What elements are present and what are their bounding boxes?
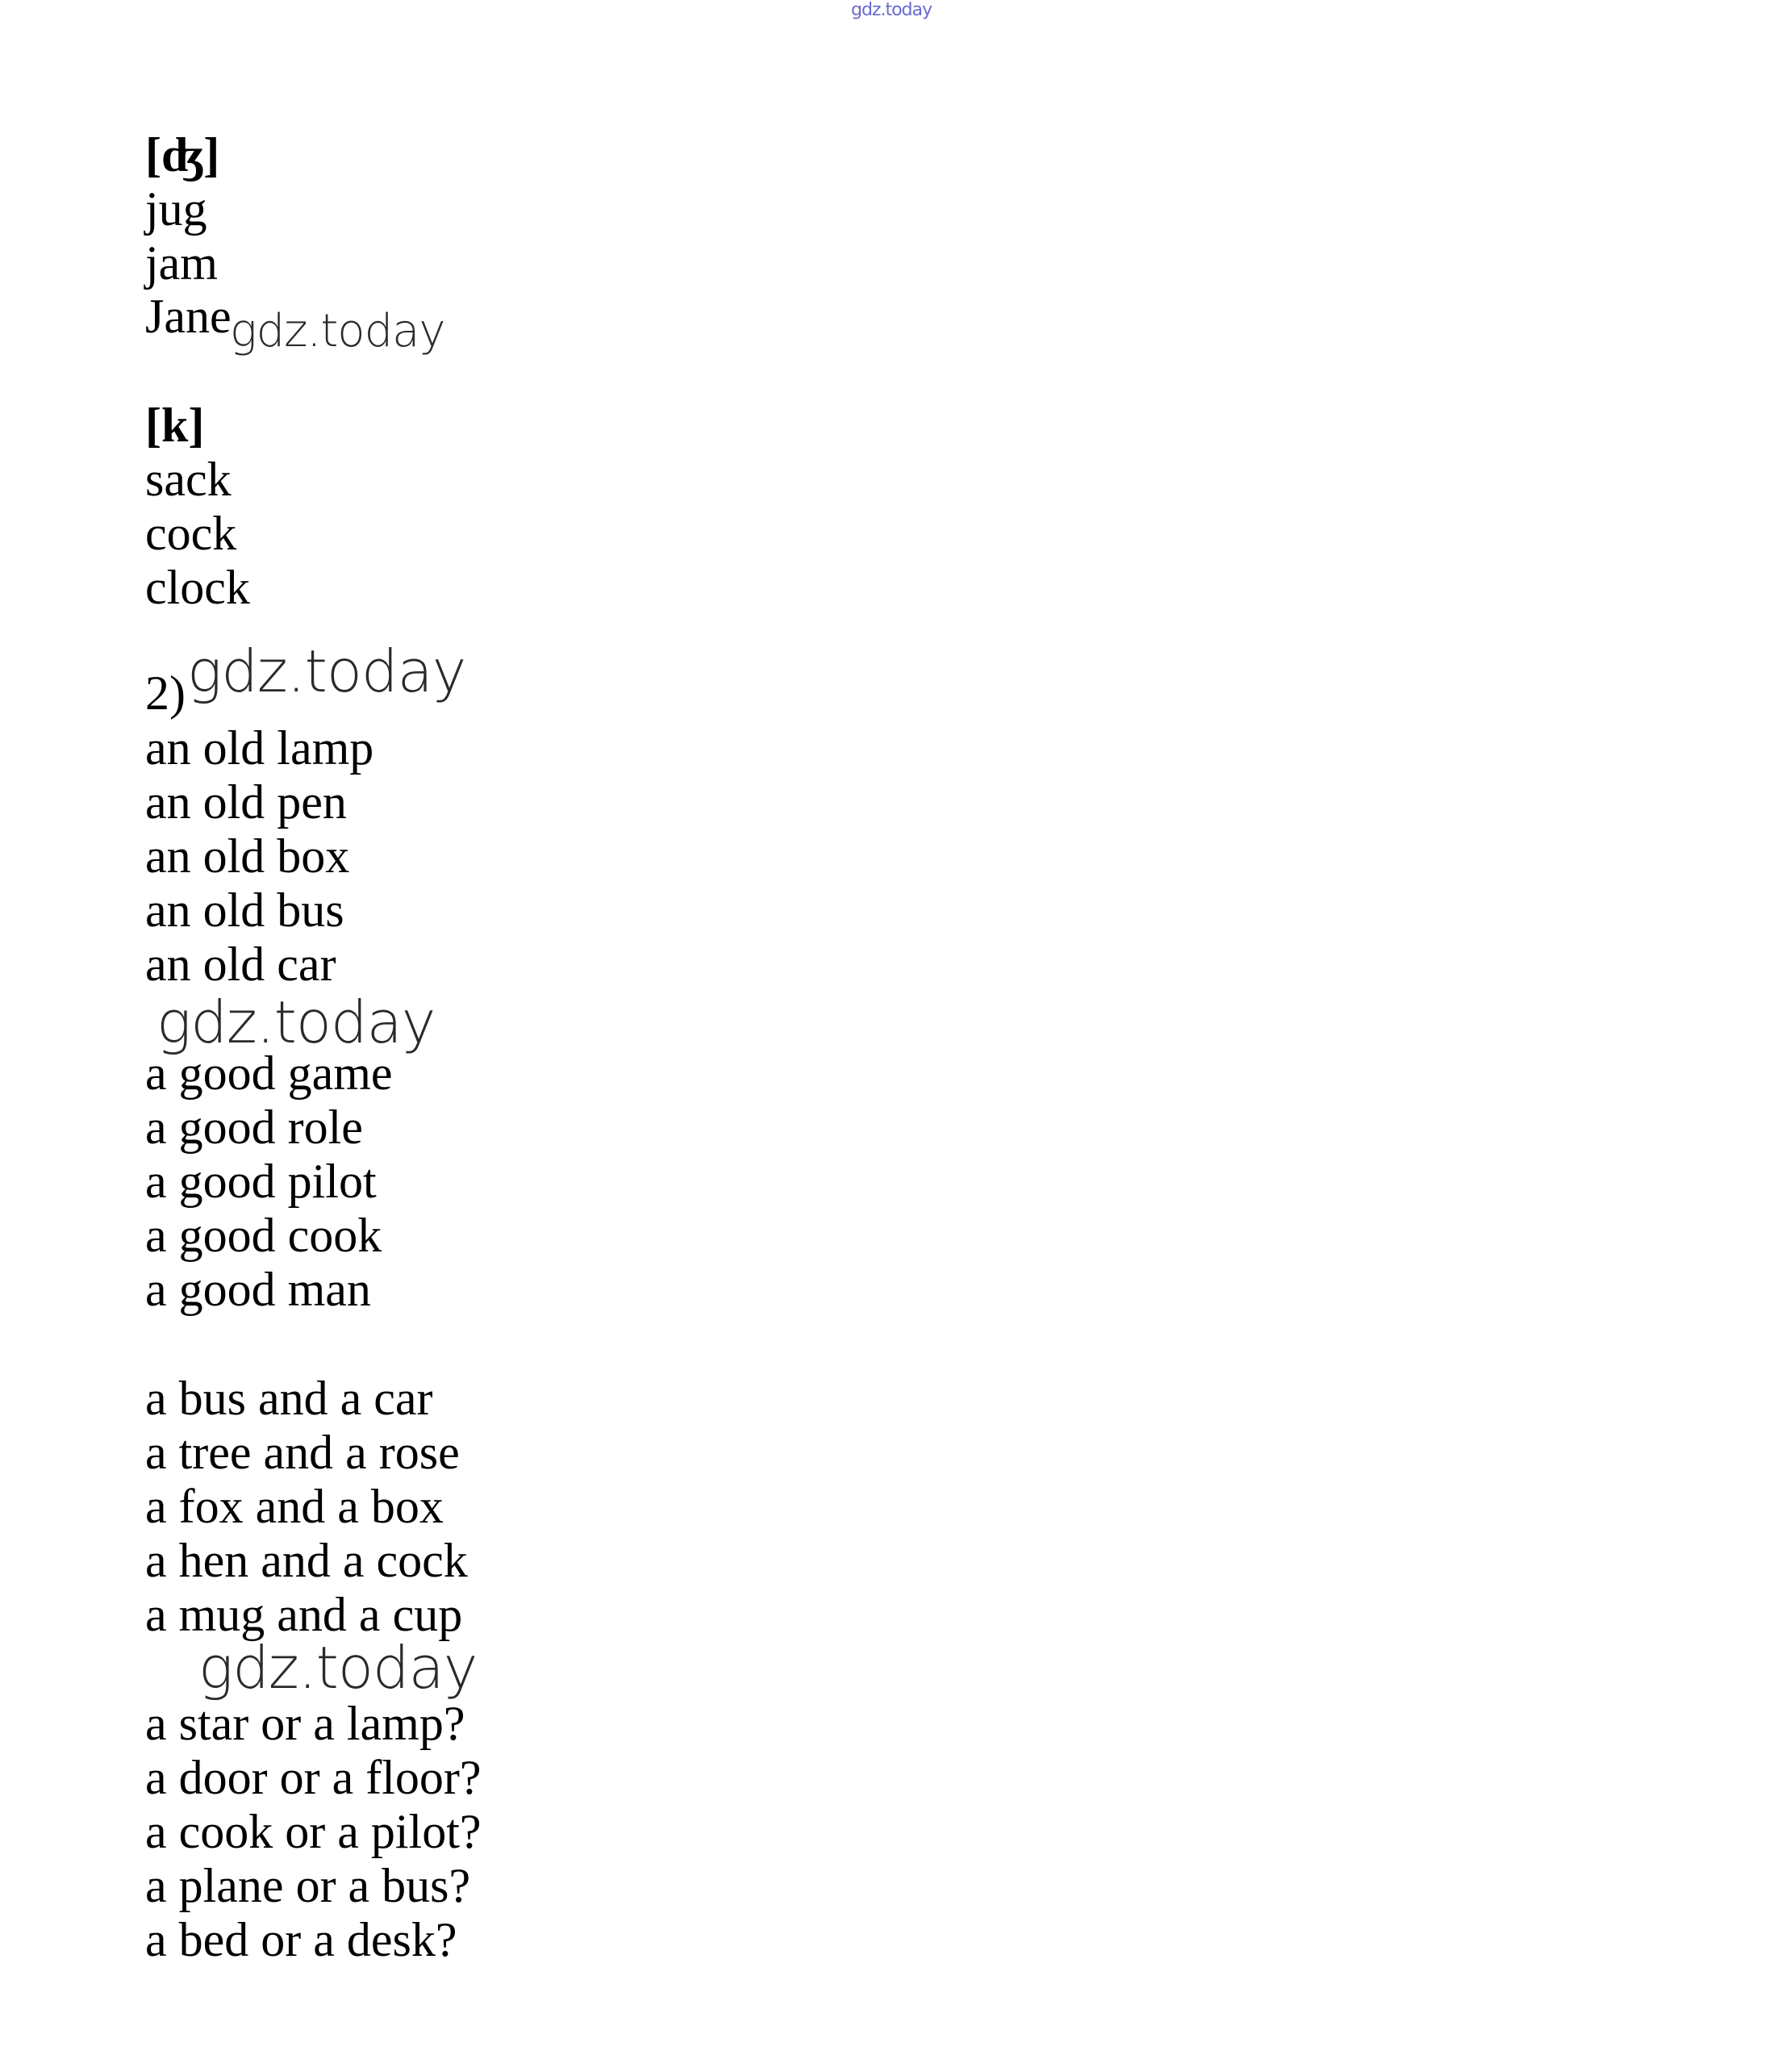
phrase-line: a plane or a bus? — [145, 1859, 471, 1912]
part-label: 2) — [145, 666, 186, 720]
section-title-k: [k] — [145, 399, 205, 452]
section-title-dz: [ʤ] — [145, 128, 220, 182]
phrase-line: a mug and a cup — [145, 1588, 463, 1641]
word-line: Jane — [145, 290, 232, 343]
phrase-line: a good game — [145, 1046, 393, 1100]
word-line: clock — [145, 561, 250, 614]
phrase-line: a cook or a pilot? — [145, 1805, 482, 1858]
watermark: gdz.today — [187, 637, 466, 705]
header-watermark: gdz.today — [851, 0, 933, 20]
watermark: gdz.today — [156, 988, 436, 1056]
phrase-line: a good pilot — [145, 1155, 377, 1208]
phrase-line: a bus and a car — [145, 1372, 433, 1425]
word-line: jam — [145, 236, 218, 290]
watermark: gdz.today — [230, 305, 445, 357]
phrase-line: a bed or a desk? — [145, 1913, 457, 1966]
word-line: cock — [145, 507, 237, 560]
phrase-line: an old box — [145, 829, 350, 883]
phrase-line: an old car — [145, 938, 336, 991]
phrase-line: a good man — [145, 1263, 371, 1316]
watermark: gdz.today — [198, 1634, 478, 1702]
phrase-line: an old lamp — [145, 721, 374, 775]
phrase-line: a good role — [145, 1101, 363, 1154]
phrase-line: a tree and a rose — [145, 1426, 460, 1479]
phrase-line: a star or a lamp? — [145, 1697, 465, 1750]
phrase-line: a door or a floor? — [145, 1751, 482, 1804]
word-line: sack — [145, 453, 232, 506]
word-line: jug — [145, 182, 207, 236]
phrase-line: a good cook — [145, 1209, 382, 1262]
phrase-line: an old pen — [145, 775, 347, 829]
phrase-line: a fox and a box — [145, 1480, 444, 1533]
phrase-line: a hen and a cock — [145, 1534, 468, 1587]
phrase-line: an old bus — [145, 884, 344, 937]
